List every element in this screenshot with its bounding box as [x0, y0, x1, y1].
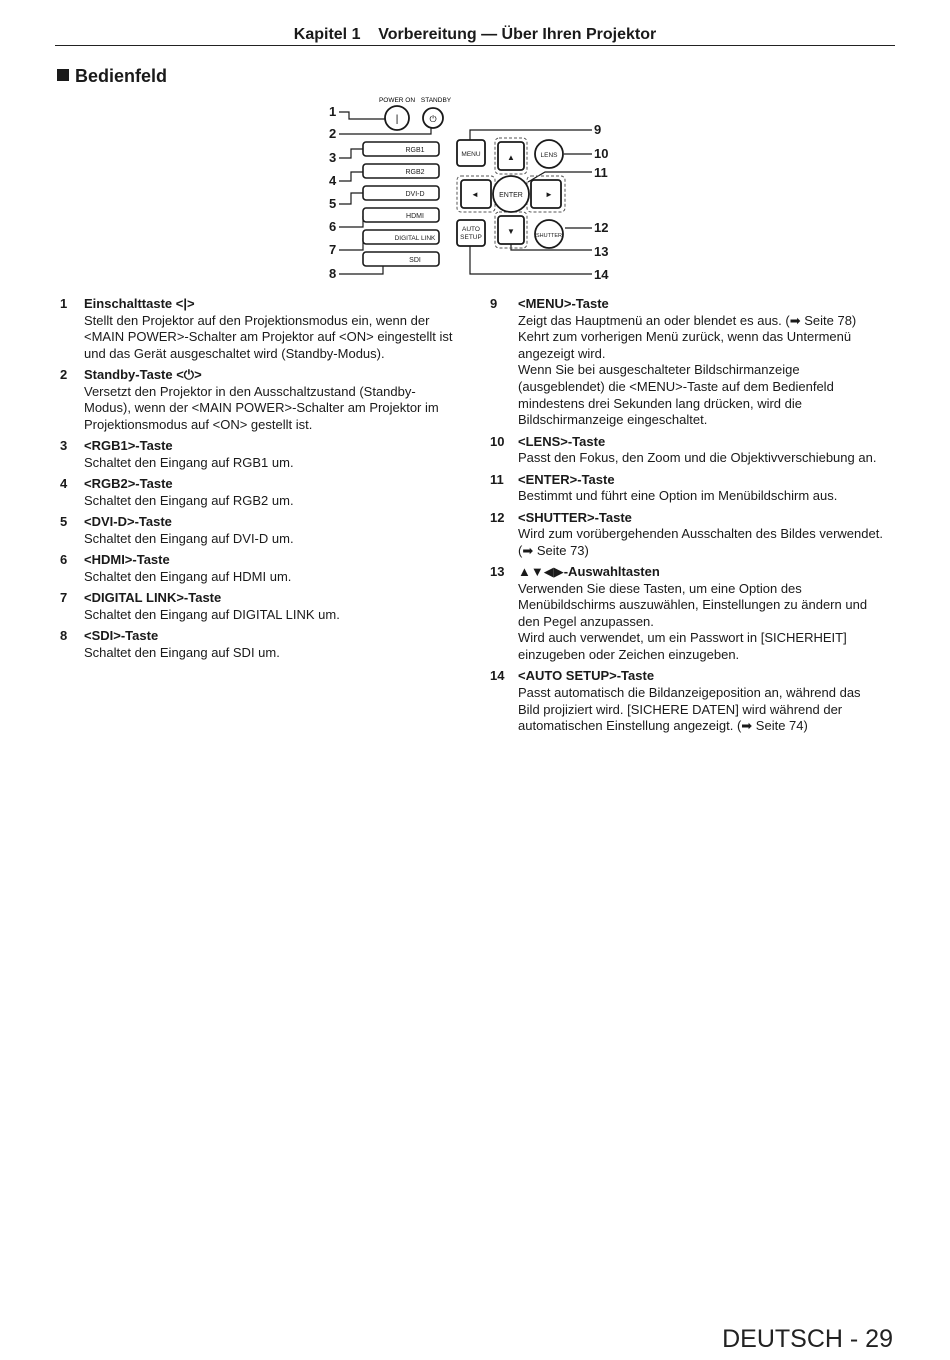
callout-5: 5 — [329, 196, 337, 211]
callout-6: 6 — [329, 219, 337, 234]
left-item-column — [60, 296, 470, 666]
item-description: Schaltet den Eingang auf HDMI um. — [84, 568, 292, 584]
square-bullet-icon — [57, 69, 69, 81]
item-number: 3 — [60, 438, 68, 454]
item-description: Stellt den Projektor auf den Projektionsmodus ein, wenn der <MAIN POWER>-Schalter am Projektor auf <ON> eingestellt ist und das Gerät ausgeschaltet wird (Standby-Modus). — [84, 312, 453, 361]
item-description: Verwenden Sie diese Tasten, um eine Option des Menübildschirms auszuwählen, Einstellungen zu ändern und den Pegel anzupassen. Wird auch verwendet, um ein Passwort in [SICHERHEIT] einzugeben oder Zeichen einzugeben. — [518, 580, 868, 663]
item-number: 5 — [60, 514, 68, 530]
item-description: Passt automatisch die Bildanzeigeposition an, während das Bild projiziert wird. [SICHERE DATEN] wird während der automatischen Einstellung angezeigt. (➡ Seite 74) — [518, 685, 861, 734]
callout-4: 4 — [329, 173, 337, 188]
list-item — [60, 628, 470, 661]
item-description: Schaltet den Eingang auf SDI um. — [84, 644, 280, 660]
list-item — [490, 434, 900, 467]
list-item — [60, 296, 470, 362]
list-item — [490, 510, 900, 560]
list-item — [490, 668, 900, 734]
callout-3: 3 — [329, 150, 337, 165]
item-title: Standby-Taste <⏻> — [84, 367, 202, 383]
item-description: Wird zum vorübergehenden Ausschalten des Bildes verwendet. (➡ Seite 73) — [518, 526, 883, 558]
right-arrow-icon: ► — [545, 190, 553, 199]
item-title: <AUTO SETUP>-Taste — [518, 668, 655, 684]
chapter-title: Kapitel 1 Vorbereitung — Über Ihren Projektor — [293, 26, 657, 43]
item-title: <SDI>-Taste — [84, 628, 159, 644]
item-number: 14 — [490, 668, 505, 684]
sdi-button[interactable] — [363, 252, 439, 266]
chapter-header — [55, 24, 895, 46]
item-description: Versetzt den Projektor in den Ausschaltzustand (Standby- Modus), wenn der <MAIN POWER>-Schalter am Projektor im Projektionsmodus auf <ON> gestellt ist. — [84, 383, 439, 432]
lens-label: LENS — [540, 152, 558, 159]
list-item — [60, 438, 470, 471]
auto-label: AUTO — [462, 226, 480, 233]
dvid-label: DVI-D — [405, 191, 425, 198]
down-arrow-icon: ▼ — [507, 227, 515, 236]
up-arrow-icon: ▲ — [507, 153, 515, 162]
list-item — [60, 367, 470, 433]
item-description: Schaltet den Eingang auf RGB1 um. — [84, 454, 294, 470]
item-number: 11 — [490, 471, 504, 487]
item-description: Zeigt das Hauptmenü an oder blendet es aus. (➡ Seite 78) Kehrt zum vorherigen Menü zurück, wenn das Untermenü angezeigt wird. Wenn Sie bei ausgeschalteter Bildschirmanzeige (ausgeblendet) die <MENU>-Taste auf dem Bedienfeld mindestens drei Sekunden lang drücken, wird die Bildschirmanzeige eingeschaltet. — [518, 312, 857, 428]
item-number: 1 — [60, 296, 68, 311]
callout-2: 2 — [329, 126, 337, 141]
item-title: <RGB1>-Taste — [84, 438, 173, 454]
item-title: <DVI-D>-Taste — [84, 514, 172, 530]
item-number: 7 — [60, 590, 68, 606]
item-title: <LENS>-Taste — [518, 433, 606, 449]
item-number: 13 — [490, 564, 505, 580]
item-title: <RGB2>-Taste — [84, 476, 173, 492]
item-title: <MENU>-Taste — [518, 296, 609, 311]
item-description: Bestimmt und führt eine Option im Menübildschirm aus. — [518, 488, 838, 504]
callout-12: 12 — [594, 220, 609, 235]
item-number: 10 — [490, 433, 505, 449]
control-panel-diagram — [315, 92, 615, 288]
callout-10: 10 — [594, 146, 609, 161]
callout-14: 14 — [594, 267, 609, 282]
section-heading — [57, 65, 167, 87]
dvid-button[interactable] — [363, 186, 439, 200]
hdmi-button[interactable] — [363, 208, 439, 222]
item-description: Schaltet den Eingang auf RGB2 um. — [84, 492, 294, 508]
callout-11: 11 — [594, 165, 608, 180]
list-item — [490, 564, 900, 664]
left-arrow-icon: ◄ — [471, 190, 479, 199]
item-number: 12 — [490, 509, 505, 525]
list-item — [60, 590, 470, 623]
item-number: 9 — [490, 296, 498, 311]
setup-label: SETUP — [460, 234, 482, 241]
shutter-label: SHUTTER — [536, 233, 562, 239]
standby-symbol: ⏻ — [429, 114, 437, 124]
power-on-symbol: | — [395, 114, 399, 125]
list-item — [60, 514, 470, 547]
enter-label: ENTER — [499, 192, 523, 199]
item-title: <SHUTTER>-Taste — [518, 509, 632, 525]
hdmi-label: HDMI — [406, 213, 424, 220]
rgb2-button[interactable] — [363, 164, 439, 178]
standby-button[interactable] — [423, 108, 443, 128]
item-title: Einschalttaste <|> — [84, 296, 195, 311]
standby-label: STANDBY — [420, 97, 452, 104]
rgb1-label: RGB1 — [405, 147, 425, 154]
item-title: <HDMI>-Taste — [84, 552, 170, 568]
list-item — [60, 552, 470, 585]
callout-13: 13 — [594, 244, 609, 259]
callout-7: 7 — [329, 242, 337, 257]
item-description: Passt den Fokus, den Zoom und die Objektivverschiebung an. — [518, 450, 877, 466]
page-footer — [722, 1324, 893, 1354]
item-description: Schaltet den Eingang auf DIGITAL LINK um. — [84, 606, 340, 622]
item-number: 4 — [60, 476, 68, 492]
item-title: ▲▼◀▶-Auswahltasten — [518, 564, 660, 580]
list-item — [490, 472, 900, 505]
page-number-label: DEUTSCH - 29 — [722, 1325, 893, 1353]
sdi-label: SDI — [409, 257, 421, 264]
auto-setup-button[interactable] — [457, 220, 485, 246]
menu-label: MENU — [461, 151, 481, 158]
callout-1: 1 — [329, 104, 337, 119]
list-item — [60, 476, 470, 509]
right-item-column — [490, 296, 900, 740]
rgb2-label: RGB2 — [405, 169, 425, 176]
item-title: <ENTER>-Taste — [518, 471, 615, 487]
rgb1-button[interactable] — [363, 142, 439, 156]
digital-link-label: DIGITAL LINK — [394, 235, 436, 242]
item-number: 8 — [60, 628, 68, 644]
power-on-button[interactable] — [385, 106, 409, 130]
callout-9: 9 — [594, 122, 602, 137]
callout-8: 8 — [329, 266, 337, 281]
item-number: 6 — [60, 552, 68, 568]
section-title: Bedienfeld — [75, 66, 168, 86]
list-item — [490, 296, 900, 429]
item-description: Schaltet den Eingang auf DVI-D um. — [84, 530, 294, 546]
item-title: <DIGITAL LINK>-Taste — [84, 590, 222, 606]
item-number: 2 — [60, 367, 68, 383]
power-on-label: POWER ON — [378, 97, 416, 104]
